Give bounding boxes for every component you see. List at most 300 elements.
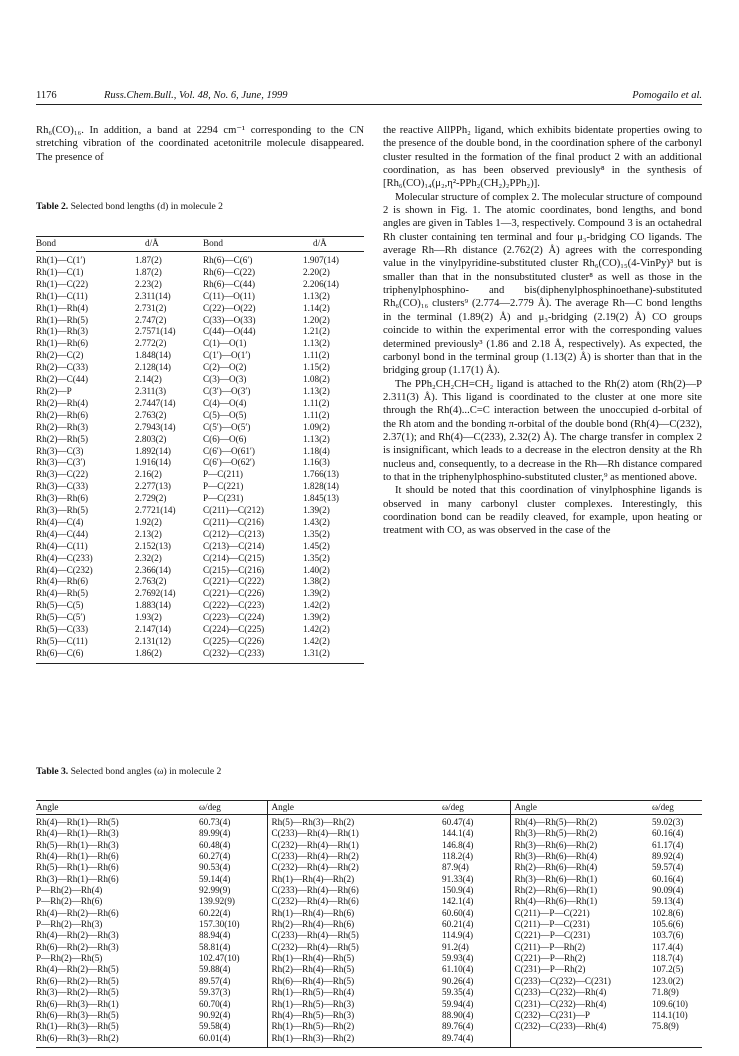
table2-cell-length-1: 1.92(2) <box>135 516 162 527</box>
table3-cell-value-1: 157.30(10) <box>199 919 240 930</box>
table3-cell-value-2: 59.35(4) <box>442 987 474 998</box>
table3-cell-angle-1: Rh(6)—Rh(3)—Rh(2) <box>36 1033 171 1048</box>
table3-cell-angle-3: Rh(4)—Rh(5)—Rh(2) <box>510 815 636 829</box>
table2-caption-label: Table 2. <box>36 201 69 212</box>
table2-row <box>36 350 364 362</box>
table2-cell-length-1: 2.7692(14) <box>135 588 176 599</box>
table2-cell-length-1: 2.7943(14) <box>135 421 176 432</box>
table2-row <box>36 529 364 541</box>
table2-cell-length-2: 1.38(2) <box>303 576 330 587</box>
table3-cell-value-2: 60.21(4) <box>442 919 474 930</box>
table3-cell-angle-3: C(221)—P—C(231) <box>510 930 636 941</box>
table3-row <box>36 874 702 885</box>
table3-caption-label: Table 3. <box>36 766 69 777</box>
table2-cell-length-1: 2.729(2) <box>135 493 167 504</box>
table2-row <box>36 612 364 624</box>
table3-cell-angle-1: P—Rh(2)—Rh(3) <box>36 919 103 930</box>
table3-row <box>36 840 702 851</box>
table2-row <box>36 576 364 588</box>
table3-cell-value-3: 109.6(10) <box>652 998 688 1009</box>
table3-cell-angle-2: Rh(4)—Rh(5)—Rh(3) <box>267 1010 414 1021</box>
table3-cell-value-2: 90.26(4) <box>442 975 474 986</box>
table3-cell-value-3: 103.7(6) <box>652 930 684 941</box>
table2-cell-length-2: 1.18(4) <box>303 445 330 456</box>
table3-cell-value-2: 142.1(4) <box>442 896 474 907</box>
table3-row <box>36 851 702 862</box>
table2-cell-bond-2: C(11)—O(11) <box>203 290 255 301</box>
table3-row <box>36 1010 702 1021</box>
table3-cell-value-3: 102.8(6) <box>652 907 684 918</box>
table2-cell-bond-1: Rh(4)—Rh(6) <box>36 576 89 587</box>
table3-cell-value-3: 118.7(4) <box>652 953 684 964</box>
table2-cell-bond-2: Rh(6)—C(22) <box>203 266 256 277</box>
table3-cell-angle-2: Rh(1)—Rh(3)—Rh(2) <box>267 1033 414 1048</box>
table3-cell-angle-1: Rh(4)—Rh(1)—Rh(5) <box>36 817 119 827</box>
table2-row <box>36 469 364 481</box>
table2-cell-length-2: 1.828(14) <box>303 481 339 492</box>
table3-cell-value-1: 60.01(4) <box>171 1033 267 1048</box>
table3-row <box>36 1021 702 1032</box>
table2-row <box>36 446 364 458</box>
table3-cell-angle-1: Rh(4)—Rh(1)—Rh(3) <box>36 828 119 839</box>
table3-row <box>36 828 702 839</box>
table3-cell-angle-1: Rh(4)—Rh(2)—Rh(3) <box>36 930 119 941</box>
table2-header-bond-2: Bond <box>203 237 297 252</box>
table2-cell-length-2: 1.766(13) <box>303 469 339 480</box>
table2-cell-bond-2: P—C(211) <box>203 469 243 480</box>
table2-cell-length-1: 2.7447(14) <box>135 397 176 408</box>
table2-cell-length-1: 1.916(14) <box>135 457 171 468</box>
table3-cell-angle-3: C(232)—C(233)—Rh(4) <box>510 1021 636 1032</box>
table3-cell-angle-1: Rh(3)—Rh(1)—Rh(6) <box>36 873 119 884</box>
table2-cell-length-1: 1.883(14) <box>135 600 171 611</box>
table2-row <box>36 588 364 600</box>
table3-cell-value-1: 60.22(4) <box>199 907 231 918</box>
table3-cell-value-3: 107.2(5) <box>652 964 684 975</box>
table2-cell-bond-2: P—C(231) <box>203 493 244 504</box>
table2-cell-length-2: 1.35(2) <box>303 528 330 539</box>
table3-header-angle-1: Angle <box>36 801 171 815</box>
table2-cell-length-1: 2.747(2) <box>135 314 167 325</box>
table2-row <box>36 457 364 469</box>
table2-row <box>36 422 364 434</box>
table2-cell-bond-2: C(5′)—O(5′) <box>203 421 251 432</box>
journal-citation: Russ.Chem.Bull., Vol. 48, No. 6, June, 1999 <box>104 90 288 101</box>
table2-cell-bond-1: Rh(4)—C(11) <box>36 540 88 551</box>
table2-cell-bond-1: Rh(5)—C(5) <box>36 600 84 611</box>
table2-cell-length-1: 2.277(13) <box>135 481 171 492</box>
table3-cell-angle-1: Rh(5)—Rh(1)—Rh(6) <box>36 862 119 873</box>
table2-row <box>36 505 364 517</box>
table3-cell-value-3: 123.0(2) <box>652 975 684 986</box>
right-paragraph-4: It should be noted that this coordination of vinylphosphine ligands is observed in many carbonyl cluster complexes. Interestingly, this coordination bond can be readily cleaved, for example, upon heating or treatment with CO, as was observed in the case of the <box>383 485 702 537</box>
table2-cell-bond-1: Rh(2)—C(33) <box>36 362 89 373</box>
table3-row <box>36 862 702 873</box>
table3-cell-value-1: 90.53(4) <box>199 862 231 873</box>
table2-cell-length-1: 1.86(2) <box>129 648 203 663</box>
table3-cell-angle-2: Rh(1)—Rh(5)—Rh(4) <box>267 987 414 998</box>
table2-cell-length-2: 1.43(2) <box>303 516 330 527</box>
running-authors: Pomogailo et al. <box>632 90 702 101</box>
table2-cell-length-1: 2.311(14) <box>135 290 171 301</box>
table2-cell-length-2: 1.11(2) <box>303 397 330 408</box>
table2-cell-bond-1: Rh(1)—C(1) <box>36 266 84 277</box>
table3-row <box>36 1033 702 1048</box>
table3-cell-angle-2: Rh(1)—Rh(4)—Rh(5) <box>267 953 414 964</box>
table2-cell-length-2: 1.39(2) <box>303 612 330 623</box>
table3-cell-value-1: 59.88(4) <box>199 964 231 975</box>
table2-cell-length-2: 1.40(2) <box>303 564 330 575</box>
table3-cell-value-1: 60.48(4) <box>199 839 231 850</box>
table2-cell-bond-1: Rh(3)—C(33) <box>36 481 89 492</box>
table2-cell-bond-2: P—C(221) <box>203 481 244 492</box>
table3-cell-value-1: 90.92(4) <box>199 1009 231 1020</box>
table2-cell-length-2: 1.845(13) <box>303 493 339 504</box>
table3-cell-angle-2: Rh(2)—Rh(4)—Rh(5) <box>267 964 414 975</box>
table2-cell-length-2: 1.45(2) <box>303 540 330 551</box>
table2-cell-bond-1: Rh(2)—C(44) <box>36 374 89 385</box>
table3-cell-angle-1: Rh(4)—Rh(2)—Rh(5) <box>36 964 119 975</box>
table3-cell-value-1: 60.70(4) <box>199 998 231 1009</box>
table2-cell-bond-1: Rh(4)—C(44) <box>36 528 89 539</box>
table3-cell-angle-2: C(232)—Rh(4)—Rh(5) <box>267 942 414 953</box>
table3-cell-angle-2: Rh(1)—Rh(4)—Rh(6) <box>267 908 414 919</box>
table2-cell-bond-2: C(22)—O(22) <box>203 302 256 313</box>
table2-cell-length-1: 2.23(2) <box>135 278 162 289</box>
table2-cell-bond-1: Rh(2)—Rh(3) <box>36 421 89 432</box>
table2-cell-length-2: 1.13(2) <box>303 338 330 349</box>
table3-cell-angle-1: P—Rh(2)—Rh(4) <box>36 885 103 896</box>
table2-cell-length-2: 1.42(2) <box>303 624 330 635</box>
table3-cell-value-3 <box>636 1033 702 1048</box>
table3-cell-angle-3: C(233)—C(232)—Rh(4) <box>510 987 636 998</box>
table3-cell-value-2: 91.2(4) <box>442 941 469 952</box>
table2-cell-bond-2: C(5)—O(5) <box>203 409 247 420</box>
table3-cell-angle-2: Rh(2)—Rh(4)—Rh(6) <box>267 919 414 930</box>
table3-row <box>36 942 702 953</box>
table2-cell-bond-1: Rh(1)—C(11) <box>36 290 88 301</box>
table2-cell-length-2: 1.14(2) <box>303 302 330 313</box>
table2-cell-bond-1: Rh(4)—C(4) <box>36 516 84 527</box>
table2-row <box>36 338 364 350</box>
table2-cell-length-1: 2.14(2) <box>135 374 162 385</box>
table3-cell-angle-2: C(232)—Rh(4)—Rh(1) <box>267 840 414 851</box>
table2-cell-length-1: 1.87(2) <box>135 266 162 277</box>
table3-row <box>36 919 702 930</box>
table3-cell-value-3: 90.09(4) <box>652 885 684 896</box>
table2-cell-bond-1: Rh(1)—Rh(3) <box>36 326 89 337</box>
table2-cell-bond-2: C(222)—C(223) <box>203 600 265 611</box>
table2-cell-length-2: 1.13(2) <box>303 290 330 301</box>
table3-cell-angle-3: C(231)—P—Rh(2) <box>510 964 636 975</box>
table3-row <box>36 896 702 907</box>
table2-cell-length-1: 2.7721(14) <box>135 505 176 516</box>
table3-cell-value-3: 59.02(3) <box>652 817 684 827</box>
table2-cell-length-2: 1.08(2) <box>303 374 330 385</box>
table2-cell-bond-2: C(211)—C(212) <box>203 505 264 516</box>
table3-header-omega-1: ω/deg <box>171 801 267 815</box>
table2-cell-bond-2: C(224)—C(225) <box>203 624 265 635</box>
table3-cell-angle-2: Rh(5)—Rh(3)—Rh(2) <box>267 815 414 829</box>
table2-cell-bond-2: C(223)—C(224) <box>203 612 265 623</box>
table2-cell-length-1: 2.32(2) <box>135 552 162 563</box>
table2-header-bond-1: Bond <box>36 237 129 252</box>
table3-cell-angle-3: C(211)—P—C(231) <box>510 919 636 930</box>
table3-cell-value-1: 88.94(4) <box>199 930 231 941</box>
table2-cell-bond-2: C(211)—C(216) <box>203 516 264 527</box>
table2-cell-length-2: 2.20(2) <box>303 266 330 277</box>
table3-cell-value-2: 60.60(4) <box>442 907 474 918</box>
table3-cell-value-2: 150.9(4) <box>442 885 474 896</box>
table2-cell-length-1: 1.93(2) <box>135 612 162 623</box>
table3-cell-angle-2: C(232)—Rh(4)—Rh(6) <box>267 896 414 907</box>
table2-row <box>36 481 364 493</box>
table2-cell-length-2: 1.15(2) <box>303 362 330 373</box>
table2-cell-length-2: 1.35(2) <box>303 552 330 563</box>
right-column-text <box>383 124 702 538</box>
table2-row <box>36 636 364 648</box>
table3-cell-value-1: 89.57(4) <box>199 975 231 986</box>
table3-row <box>36 964 702 975</box>
table3-cell-angle-2: Rh(1)—Rh(4)—Rh(2) <box>267 874 414 885</box>
table3-row <box>36 815 702 829</box>
table3-cell-angle-3: Rh(4)—Rh(6)—Rh(1) <box>510 896 636 907</box>
table2-row <box>36 565 364 577</box>
table2-cell-bond-2: C(2)—O(2) <box>203 362 247 373</box>
table2-cell-bond-2: C(6′)—O(62′) <box>203 457 255 468</box>
table2-row <box>36 291 364 303</box>
table2-row <box>36 315 364 327</box>
table2-cell-length-2: 1.42(2) <box>303 600 330 611</box>
table3-cell-angle-1: Rh(1)—Rh(3)—Rh(5) <box>36 1021 119 1032</box>
table2-cell-bond-2: C(214)—C(215) <box>203 552 265 563</box>
table3-cell-value-2: 91.33(4) <box>442 873 474 884</box>
right-paragraph-3: The PPh₂CH₂CH=CH₂ ligand is attached to the Rh(2) atom (Rh(2)—P 2.311(3) Å). This ligand is coordinated to the cluster at one more site through the Rh(4)...C=C interaction between the unoccupied d-orbital of the Rh atom and the bonding π-orbital of the double bond (Rh(4)—C(232), 2.37(1); and Rh(4)—C(233), 2.32(2) Å). The charge transfer in complex 2 is insignificant, which leads to a decrease in the electron density at the Rh nucleus and, consequently, to a decrease in the Rh—Rh distance compared to that in the triphenylphosphino-substituted cluster,⁹ as mentioned above. <box>383 378 702 483</box>
table2-caption-text: Selected bond lengths (d) in molecule 2 <box>70 201 223 212</box>
table2-cell-bond-2: C(225)—C(226) <box>203 636 265 646</box>
table3-row <box>36 976 702 987</box>
table2-header-d-1: d/Å <box>129 237 203 252</box>
table2-cell-length-1: 2.152(13) <box>135 540 171 551</box>
table3-bond-angles <box>36 800 702 1048</box>
table3-cell-angle-2: C(233)—Rh(4)—Rh(5) <box>267 930 414 941</box>
left-paragraph-1: Rh₆(CO)₁₆. In addition, a band at 2294 cm⁻¹ corresponding to the CN stretching vibration of the coordinated acetonitrile molecule disappeared. The presence of <box>36 125 364 163</box>
table3-cell-angle-2: C(233)—Rh(4)—Rh(1) <box>267 828 414 839</box>
table2-row <box>36 362 364 374</box>
table3-cell-angle-2: Rh(6)—Rh(4)—Rh(5) <box>267 976 414 987</box>
table3-cell-value-2: 146.8(4) <box>442 839 474 850</box>
table3-cell-angle-1: Rh(6)—Rh(2)—Rh(3) <box>36 941 119 952</box>
table2-bond-lengths <box>36 236 364 664</box>
table3-cell-value-2: 118.2(4) <box>442 851 474 862</box>
table2-cell-bond-1: Rh(1)—Rh(5) <box>36 314 89 325</box>
table3-cell-angle-1: Rh(4)—Rh(1)—Rh(6) <box>36 851 119 862</box>
right-paragraph-2-text: Molecular structure of complex 2. The molecular structure of compound 2 is shown in Fig. 1. The atomic coordinates, bond lengths, and bond angles are given in Tables 1—3, respectively. Compound 3 is an octahedral Rh cluster containing ten terminal and four μ₃-bridging CO ligands. The average Rh—Rh distance (2.762(2) Å) agrees with the corresponding value in the vinylpyridine-substituted cluster Rh₆(CO)₁₅(4-VinPy)³ but is smaller than that in the nonsubstituted cluster⁸ as well as those in the triphenylphosphino- and bis(diphenylphosphinoethane)-substituted Rh₆(CO)₁₆ clusters⁹ (2.774—2.779 Å). The average Rh—C bond lengths in the terminal (1.89(2) Å) and μ₃-bridging (2.19(2) Å) CO groups coincide to within the experimental error with the corresponding values determined previously³ (1.86 and 2.18 Å, respectively). As expected, the carbonyl bond in the terminal group (1.13(2) Å) is shorter than that in the bridging group (1.17(1) Å). <box>383 191 702 377</box>
table2-header-row <box>36 237 364 252</box>
table2-cell-length-1: 1.848(14) <box>135 350 171 361</box>
table2-cell-length-1: 2.772(2) <box>135 338 167 349</box>
table2-cell-bond-1: Rh(2)—Rh(4) <box>36 397 89 408</box>
table2-row <box>36 386 364 398</box>
table3-header-omega-3: ω/deg <box>636 801 702 815</box>
table2-cell-length-2: 1.11(2) <box>303 350 330 361</box>
table2-cell-length-2: 1.09(2) <box>303 421 330 432</box>
table3-header-row <box>36 801 702 815</box>
table2-cell-bond-2: C(6)—O(6) <box>203 433 247 444</box>
table2-cell-bond-2: C(4)—O(4) <box>203 397 247 408</box>
right-paragraph-2 <box>383 191 702 378</box>
table3-cell-angle-3 <box>510 1033 636 1048</box>
table2-cell-bond-2: C(44)—O(44) <box>203 326 256 337</box>
table2-cell-bond-1: Rh(6)—C(6) <box>36 648 129 663</box>
table2-cell-length-1: 1.892(14) <box>135 445 171 456</box>
table3-cell-angle-3: Rh(3)—Rh(6)—Rh(1) <box>510 874 636 885</box>
table2-cell-bond-1: Rh(3)—Rh(5) <box>36 505 89 516</box>
table2-cell-bond-1: Rh(2)—Rh(6) <box>36 409 89 420</box>
table3-row <box>36 908 702 919</box>
table3-row <box>36 885 702 896</box>
table2-row <box>36 553 364 565</box>
table3-cell-value-3: 60.16(4) <box>652 828 684 839</box>
table2-cell-bond-2: C(221)—C(226) <box>203 588 265 599</box>
table2-cell-bond-1: Rh(1)—Rh(4) <box>36 302 89 313</box>
table2-cell-bond-2: Rh(6)—C(44) <box>203 278 256 289</box>
table2-caption <box>36 201 364 212</box>
table2-cell-bond-1: Rh(2)—C(2) <box>36 350 84 361</box>
table2-row <box>36 279 364 291</box>
table3-cell-angle-3: C(221)—P—Rh(2) <box>510 953 636 964</box>
table2-row <box>36 541 364 553</box>
table2-cell-bond-1: Rh(3)—C(3′) <box>36 457 86 468</box>
table3-caption <box>36 766 364 777</box>
table2-row <box>36 398 364 410</box>
table2-cell-length-2: 2.206(14) <box>303 278 339 289</box>
table2-cell-length-2: 1.39(2) <box>303 588 330 599</box>
table3-cell-value-1: 60.27(4) <box>199 851 231 862</box>
table3-cell-value-3: 117.4(4) <box>652 941 684 952</box>
table3-header-angle-2: Angle <box>267 801 414 815</box>
right-paragraph-1: the reactive AllPPh₂ ligand, which exhibits bidentate properties owing to the presence of the double bond, in the coordination sphere of the carbonyl cluster resulted in the formation of the final product 2 with an additional coordination, as has been observed previously⁸ in the synthesis of [Rh₆(CO)₁₄(μ₂,η²-PPh₂(CH₂)₂PPh₂)]. <box>383 125 702 190</box>
table3-cell-value-1: 58.81(4) <box>199 941 231 952</box>
table3-cell-value-2: 61.10(4) <box>442 964 474 975</box>
table2-cell-bond-1: Rh(4)—C(233) <box>36 552 93 563</box>
table3-cell-value-3: 61.17(4) <box>652 839 684 850</box>
table3-cell-angle-1: P—Rh(2)—Rh(5) <box>36 953 103 964</box>
table2-cell-bond-1: Rh(5)—C(5′) <box>36 612 86 623</box>
table3-cell-angle-2: C(233)—Rh(4)—Rh(2) <box>267 851 414 862</box>
table2-row <box>36 410 364 422</box>
table2-cell-length-1: 2.128(14) <box>135 362 171 373</box>
table3-cell-angle-3: Rh(3)—Rh(6)—Rh(4) <box>510 851 636 862</box>
table3-row <box>36 987 702 998</box>
table3-cell-angle-1: Rh(6)—Rh(2)—Rh(5) <box>36 975 119 986</box>
table3-cell-value-3: 59.57(4) <box>652 862 684 873</box>
table2-cell-bond-2: Rh(6)—C(6′) <box>203 255 253 265</box>
table3-cell-value-1: 92.99(9) <box>199 885 231 896</box>
table2-cell-length-1: 2.7571(14) <box>135 326 176 337</box>
table2-row <box>36 600 364 612</box>
table3-cell-angle-3: Rh(2)—Rh(6)—Rh(4) <box>510 862 636 873</box>
table2-cell-bond-2: C(212)—C(213) <box>203 528 265 539</box>
table2-row <box>36 517 364 529</box>
table3-row <box>36 999 702 1010</box>
table3-cell-value-1: 102.47(10) <box>199 953 240 964</box>
table3-cell-angle-3: C(211)—P—Rh(2) <box>510 942 636 953</box>
table2-cell-bond-2: C(232)—C(233) <box>203 648 297 663</box>
table3-cell-angle-3: C(232)—C(231)—P <box>510 1010 636 1021</box>
table3-cell-value-2: 89.76(4) <box>442 1021 474 1032</box>
table2-cell-bond-1: Rh(1)—C(1′) <box>36 255 86 265</box>
table2-cell-bond-1: Rh(5)—C(33) <box>36 624 89 635</box>
table3-row <box>36 930 702 941</box>
table3-cell-angle-3: Rh(3)—Rh(6)—Rh(2) <box>510 840 636 851</box>
table2-cell-length-1: 2.16(2) <box>135 469 162 480</box>
table3-cell-value-1: 59.14(4) <box>199 873 231 884</box>
table3-cell-angle-1: Rh(5)—Rh(1)—Rh(3) <box>36 839 119 850</box>
table2-cell-length-2: 1.39(2) <box>303 505 330 516</box>
table3-cell-value-3: 114.1(10) <box>652 1009 688 1020</box>
header-rule <box>36 104 702 105</box>
table3-cell-value-2: 60.47(4) <box>442 817 474 827</box>
table2-cell-bond-1: Rh(2)—Rh(5) <box>36 433 89 444</box>
table2-cell-bond-1: Rh(5)—C(11) <box>36 636 88 646</box>
table2-cell-length-1: 2.311(3) <box>135 385 167 396</box>
table2-row <box>36 303 364 315</box>
table3-cell-value-3: 71.8(9) <box>652 987 679 998</box>
table3-cell-angle-2: Rh(1)—Rh(5)—Rh(3) <box>267 999 414 1010</box>
table3-cell-value-2: 59.93(4) <box>442 953 474 964</box>
table2-row <box>36 267 364 279</box>
table3-cell-value-2: 144.1(4) <box>442 828 474 839</box>
table2-row <box>36 493 364 505</box>
table3-cell-value-3: 59.13(4) <box>652 896 684 907</box>
table2-cell-bond-1: Rh(3)—Rh(6) <box>36 493 89 504</box>
table2-cell-bond-2: C(215)—C(216) <box>203 564 265 575</box>
table3-cell-value-3: 60.16(4) <box>652 873 684 884</box>
table3-cell-angle-3: Rh(2)—Rh(6)—Rh(1) <box>510 885 636 896</box>
table2-row <box>36 374 364 386</box>
table3-cell-value-1: 59.58(4) <box>199 1021 231 1032</box>
table3-cell-value-2: 89.74(4) <box>414 1033 510 1048</box>
table2-cell-length-2: 1.13(2) <box>303 385 330 396</box>
table2-cell-bond-2: C(221)—C(222) <box>203 576 265 587</box>
table2-cell-length-2: 1.907(14) <box>303 255 339 265</box>
table3-cell-value-2: 59.94(4) <box>442 998 474 1009</box>
table2-cell-length-1: 2.763(2) <box>135 576 167 587</box>
table3-cell-value-1: 59.37(3) <box>199 987 231 998</box>
table3-cell-angle-1: Rh(6)—Rh(3)—Rh(1) <box>36 998 119 1009</box>
table2-cell-bond-2: C(1)—O(1) <box>203 338 247 349</box>
table3-caption-text: Selected bond angles (ω) in molecule 2 <box>70 766 222 777</box>
table3-cell-angle-2: C(233)—Rh(4)—Rh(6) <box>267 885 414 896</box>
table3-cell-value-1: 89.99(4) <box>199 828 231 839</box>
table2-cell-length-2: 1.42(2) <box>303 636 330 646</box>
table3-cell-value-2: 114.9(4) <box>442 930 474 941</box>
table3-header-angle-3: Angle <box>510 801 636 815</box>
table2-cell-length-2: 1.13(2) <box>303 433 330 444</box>
table2-cell-length-1: 1.87(2) <box>135 255 162 265</box>
table2-cell-bond-2: C(33)—O(33) <box>203 314 256 325</box>
table2-cell-bond-1: Rh(4)—C(232) <box>36 564 93 575</box>
table2-cell-bond-1: Rh(2)—P <box>36 385 72 396</box>
table2-cell-length-2: 1.11(2) <box>303 409 330 420</box>
table3-cell-value-2: 88.90(4) <box>442 1009 474 1020</box>
table2-header-d-2: d/Å <box>297 237 364 252</box>
table2-cell-bond-1: Rh(1)—Rh(6) <box>36 338 89 349</box>
table2-cell-bond-2: C(6′)—O(61′) <box>203 445 255 456</box>
table2-cell-length-1: 2.147(14) <box>135 624 171 635</box>
table3-cell-angle-3: C(211)—P—C(221) <box>510 908 636 919</box>
